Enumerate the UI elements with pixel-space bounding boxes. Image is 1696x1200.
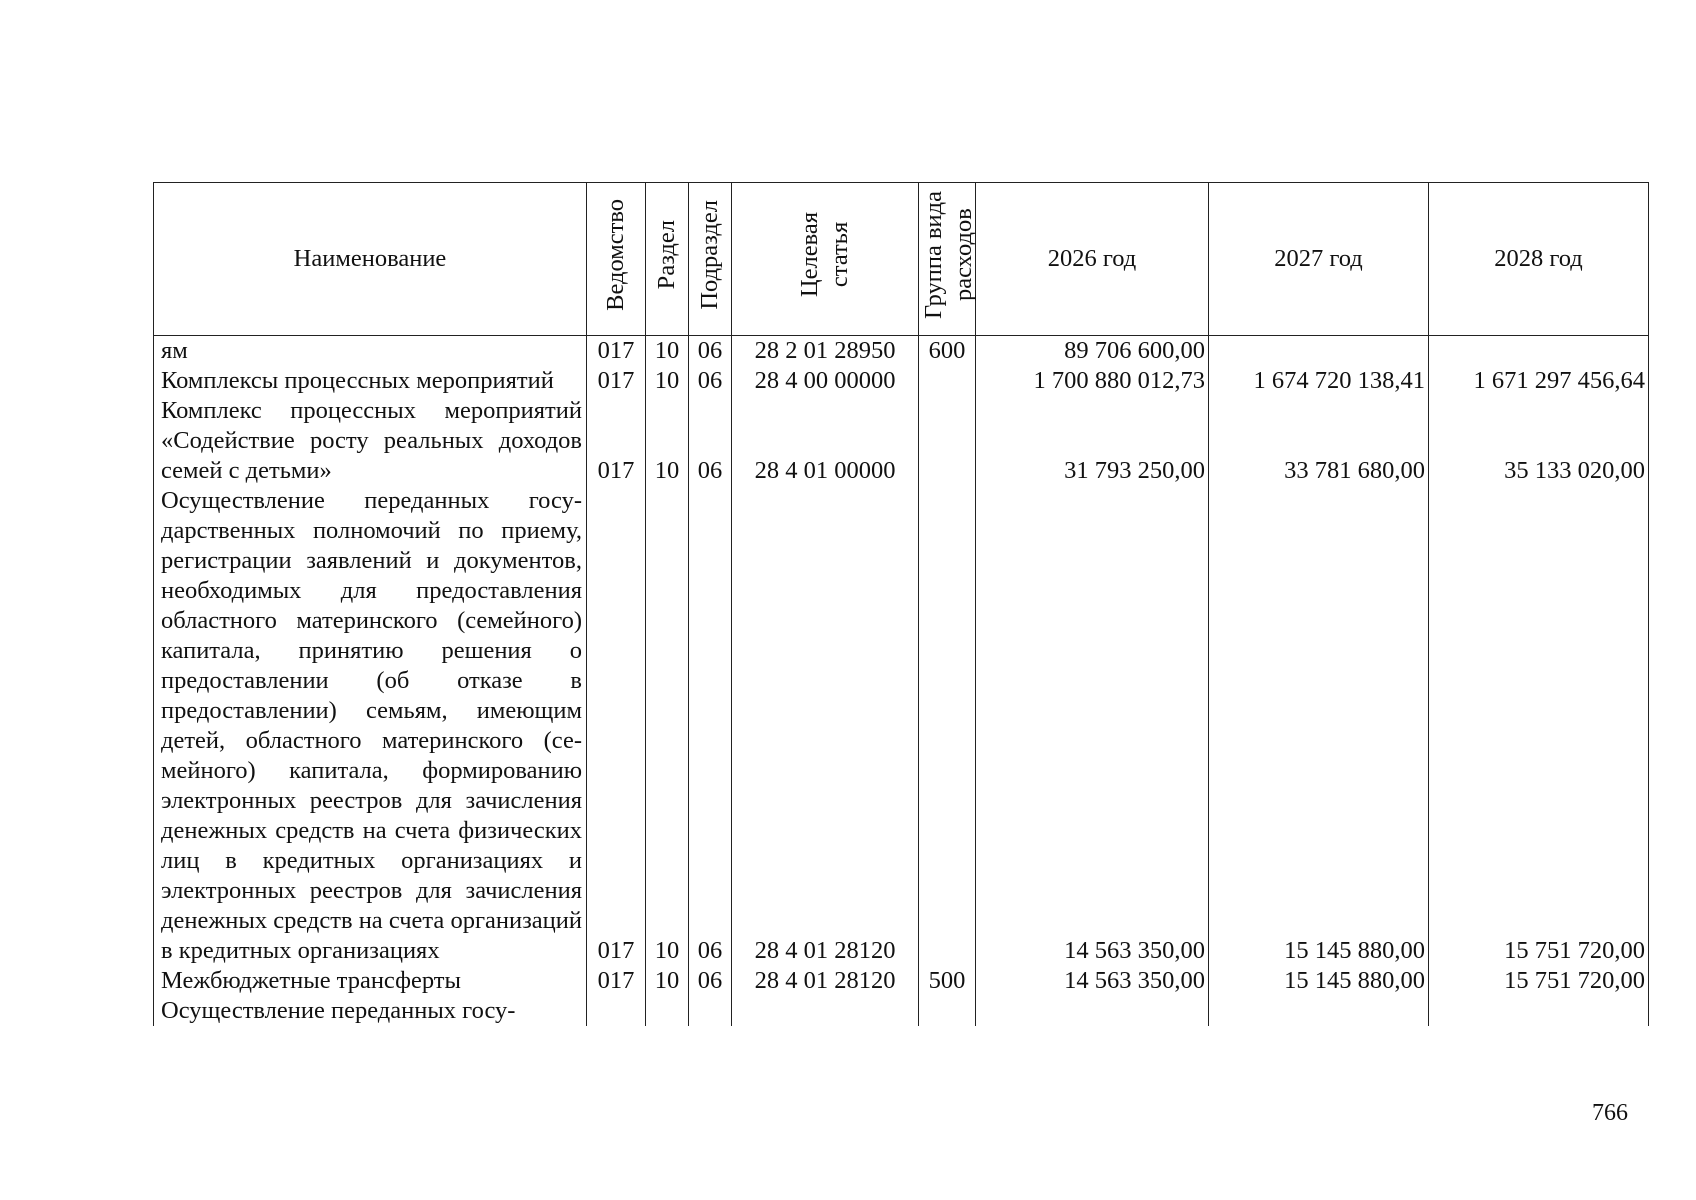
- row-2026: 14 563 350,00: [976, 486, 1209, 966]
- row-name: Комплекс процессных мероприятий «Содействие росту реальных доходов семей с детьми»: [154, 396, 587, 486]
- header-vedomstvo: [587, 183, 646, 336]
- row-name: ям: [154, 336, 587, 367]
- row-gruppa: [919, 996, 976, 1026]
- table-row: [154, 966, 1649, 996]
- row-2026: 14 563 350,00: [976, 966, 1209, 996]
- header-2028: 2028 год: [1429, 183, 1649, 336]
- row-vedomstvo: 017: [587, 966, 646, 996]
- row-gruppa: [919, 486, 976, 966]
- row-podrazdel: 06: [689, 966, 732, 996]
- budget-table: [153, 182, 1649, 1026]
- row-celevaya-statya: 28 4 01 00000: [732, 396, 919, 486]
- row-razdel: 10: [646, 336, 689, 367]
- row-name: Межбюджетные трансферты: [154, 966, 587, 996]
- row-celevaya-statya: [732, 996, 919, 1026]
- row-2026: 1 700 880 012,73: [976, 366, 1209, 396]
- header-name: Наименование: [154, 183, 587, 336]
- header-2026: 2026 год: [976, 183, 1209, 336]
- header-celevaya-statya: [732, 183, 919, 336]
- row-vedomstvo: 017: [587, 366, 646, 396]
- header-vedomstvo-label: Ведомство: [602, 199, 629, 311]
- row-2026: [976, 996, 1209, 1026]
- row-2028: 1 671 297 456,64: [1429, 366, 1649, 396]
- row-2027: [1209, 336, 1429, 367]
- row-podrazdel: [689, 996, 732, 1026]
- row-2027: [1209, 996, 1429, 1026]
- header-celevaya-statya-label: Целевая статья: [796, 212, 853, 298]
- row-vedomstvo: 017: [587, 486, 646, 966]
- row-podrazdel: 06: [689, 366, 732, 396]
- row-name: Комплексы процессных мероприятий: [154, 366, 587, 396]
- table-row: [154, 396, 1649, 486]
- table-row: [154, 366, 1649, 396]
- table-row: [154, 336, 1649, 367]
- row-gruppa: [919, 366, 976, 396]
- header-podrazdel: [689, 183, 732, 336]
- page-number: 766: [1592, 1100, 1628, 1126]
- row-podrazdel: 06: [689, 336, 732, 367]
- row-2028: 15 751 720,00: [1429, 966, 1649, 996]
- row-2028: 35 133 020,00: [1429, 396, 1649, 486]
- header-gruppa-vida-rashodov-label: Группа вида расходов: [920, 190, 977, 320]
- table-row: [154, 486, 1649, 966]
- row-celevaya-statya: 28 4 00 00000: [732, 366, 919, 396]
- row-podrazdel: 06: [689, 396, 732, 486]
- row-vedomstvo: 017: [587, 336, 646, 367]
- row-razdel: 10: [646, 396, 689, 486]
- row-celevaya-statya: 28 2 01 28950: [732, 336, 919, 367]
- row-celevaya-statya: 28 4 01 28120: [732, 486, 919, 966]
- row-razdel: 10: [646, 486, 689, 966]
- row-2028: [1429, 996, 1649, 1026]
- row-2028: 15 751 720,00: [1429, 486, 1649, 966]
- row-2028: [1429, 336, 1649, 367]
- row-2027: 1 674 720 138,41: [1209, 366, 1429, 396]
- row-gruppa: [919, 396, 976, 486]
- row-razdel: [646, 996, 689, 1026]
- row-name: Осуществление переданных государственных полномочий по приему, регистрации заявлений и документов, необходимых для предоставления областного материнского (семейного) капитала, принятию решения о предоставлении (об отказе в предоставлении) семьям, имеющим детей, областного материнского (семейного) капитала, формированию электронных реестров для зачисления денежных средств на счета физических лиц в кредитных организациях и электронных реестров для зачисления денежных средств на счета организаций в кредитных организациях: [154, 486, 587, 966]
- row-2026: 31 793 250,00: [976, 396, 1209, 486]
- row-vedomstvo: [587, 996, 646, 1026]
- table-row: [154, 996, 1649, 1026]
- row-2026: 89 706 600,00: [976, 336, 1209, 367]
- header-razdel: [646, 183, 689, 336]
- row-2027: 15 145 880,00: [1209, 966, 1429, 996]
- row-name: Осуществление переданных госу-: [154, 996, 587, 1026]
- row-podrazdel: 06: [689, 486, 732, 966]
- header-gruppa-vida-rashodov: [919, 183, 976, 336]
- header-razdel-label: Раздел: [653, 220, 680, 290]
- row-celevaya-statya: 28 4 01 28120: [732, 966, 919, 996]
- header-podrazdel-label: Подраздел: [696, 200, 723, 310]
- row-2027: 33 781 680,00: [1209, 396, 1429, 486]
- row-2027: 15 145 880,00: [1209, 486, 1429, 966]
- row-gruppa: 600: [919, 336, 976, 367]
- row-gruppa: 500: [919, 966, 976, 996]
- row-vedomstvo: 017: [587, 396, 646, 486]
- header-2027: 2027 год: [1209, 183, 1429, 336]
- header-row: [154, 183, 1649, 336]
- row-razdel: 10: [646, 966, 689, 996]
- row-razdel: 10: [646, 366, 689, 396]
